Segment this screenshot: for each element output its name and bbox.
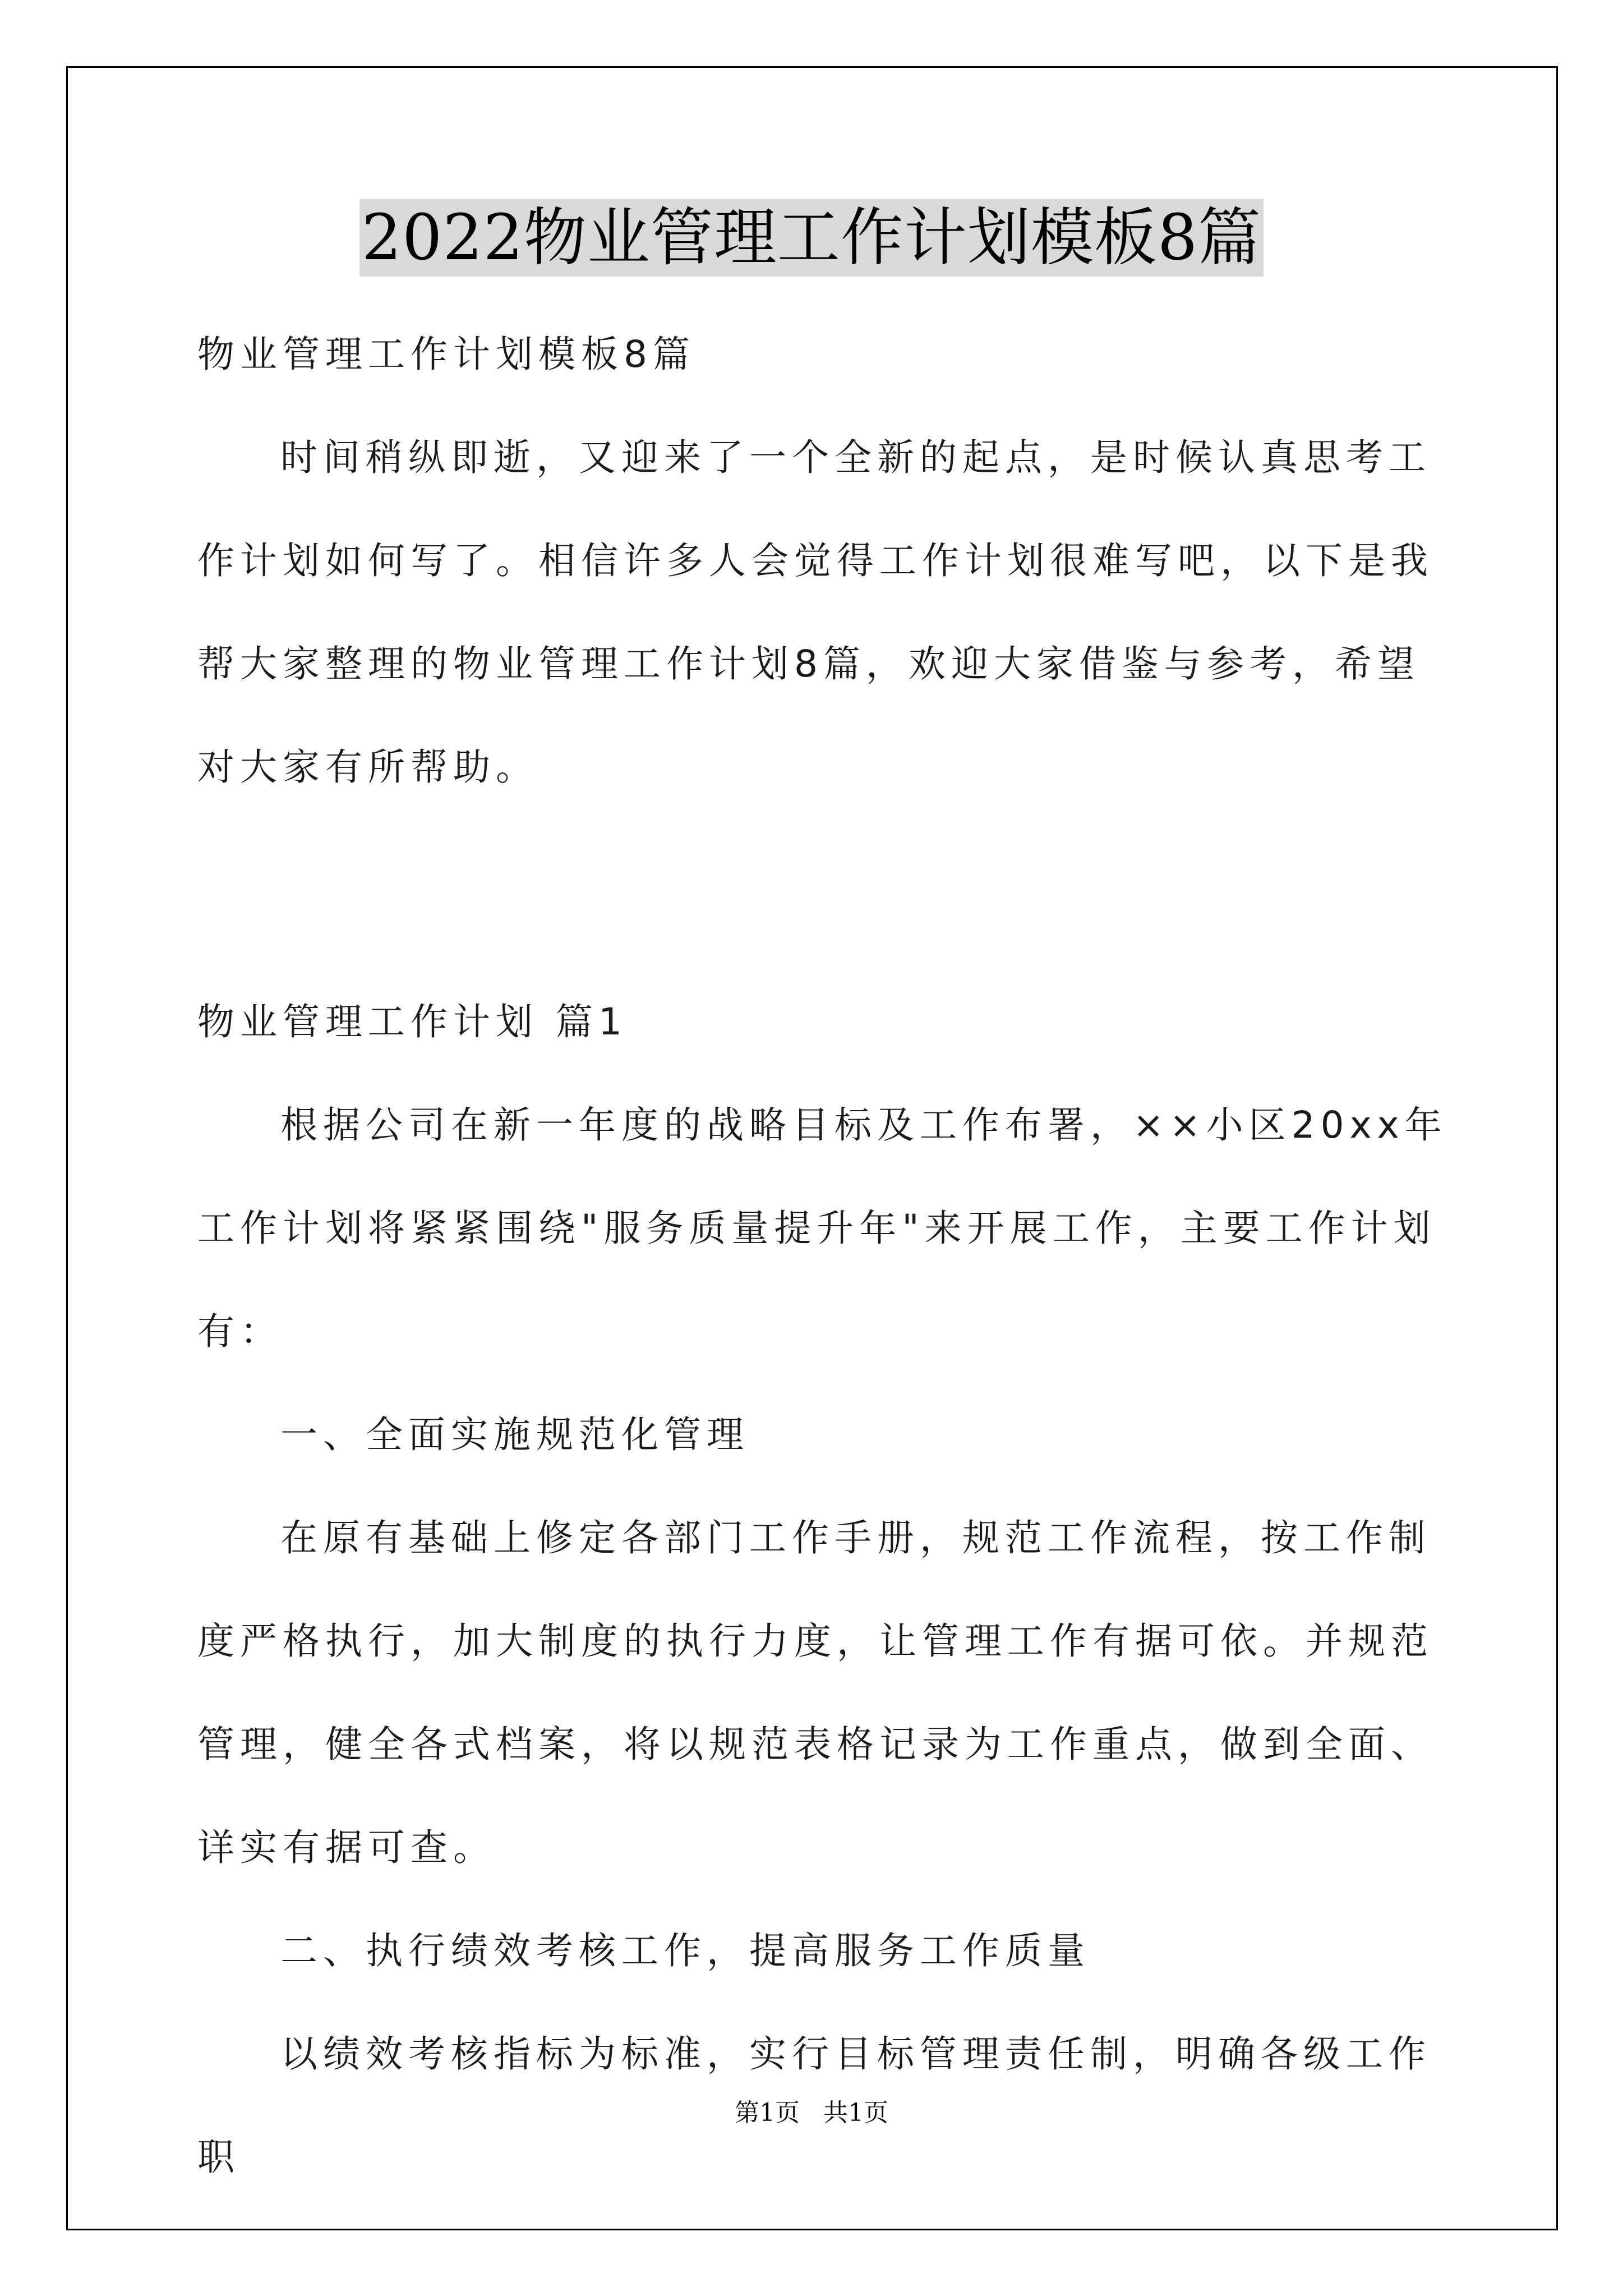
body-paragraph: 以绩效考核指标为标准，实行目标管理责任制，明确各级工作职: [197, 2032, 1431, 2179]
body-paragraph: 根据公司在新一年度的战略目标及工作布署，××小区20xx年工作计划将紧紧围绕"服务质量提升年"来开展工作，主要工作计划有：: [197, 1103, 1447, 1353]
body-section-part1: [197, 970, 1448, 2209]
page-footer: [0, 2092, 1623, 2128]
title-container: [0, 199, 1623, 277]
body-section-intro: [197, 303, 1448, 819]
section-heading: 物业管理工作计划 篇1: [197, 1000, 628, 1043]
subsection-heading: 二、执行绩效考核工作，提高服务工作质量: [280, 1929, 1090, 1972]
subsection-heading: 一、全面实施规范化管理: [280, 1413, 749, 1456]
document-title: 2022物业管理工作计划模板8篇: [359, 199, 1264, 277]
page-number: 第1页: [735, 2099, 800, 2127]
page-total: 共1页: [823, 2099, 888, 2127]
body-paragraph: 在原有基础上修定各部门工作手册，规范工作流程，按工作制度严格执行，加大制度的执行力度，让管理工作有据可依。并规范管理，健全各式档案，将以规范表格记录为工作重点，做到全面、详实有据可查。: [197, 1516, 1433, 1869]
intro-paragraph: 时间稍纵即逝，又迎来了一个全新的起点，是时候认真思考工作计划如何写了。相信许多人会觉得工作计划很难写吧，以下是我帮大家整理的物业管理工作计划8篇，欢迎大家借鉴与参考，希望对大家有所帮助。: [197, 436, 1433, 789]
subtitle-paragraph: 物业管理工作计划模板8篇: [197, 333, 695, 376]
